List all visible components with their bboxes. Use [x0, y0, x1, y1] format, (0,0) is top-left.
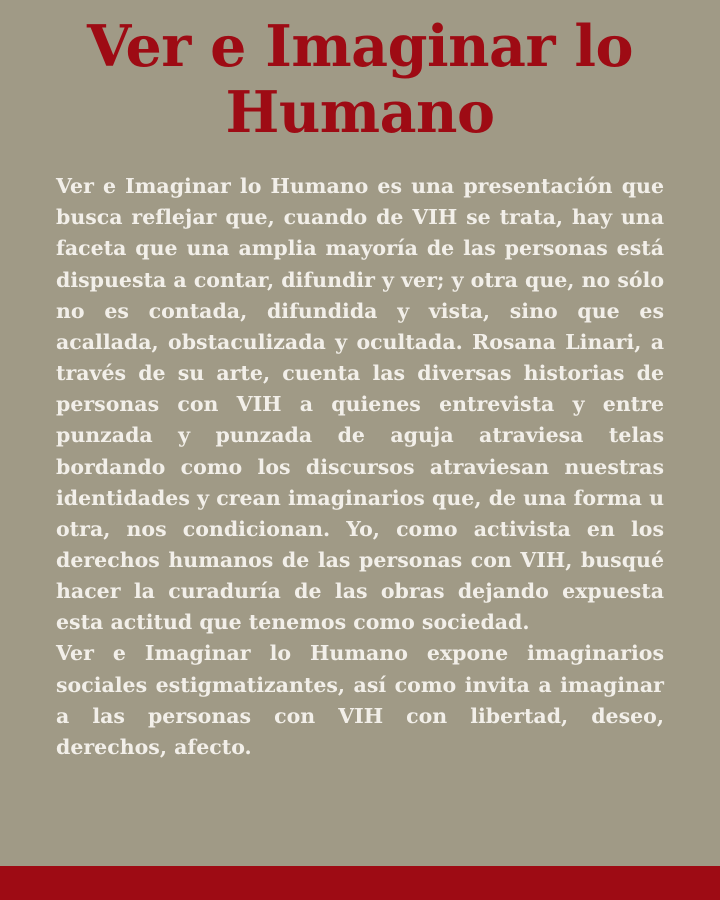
title-block [0, 0, 720, 149]
body-text-block [0, 149, 720, 840]
bottom-spacer [0, 840, 720, 866]
bottom-accent-bar [0, 866, 720, 900]
paragraph-2: Ver e Imaginar lo Humano expone imaginarios sociales estigmatizantes, así como invita a imaginar a las personas con VIH con libertad, deseo, derechos, afecto. [56, 641, 664, 759]
paragraph-1: Ver e Imaginar lo Humano es una presentación que busca reflejar que, cuando de VIH se trata, hay una faceta que una amplia mayoría de las personas está dispuesta a contar, difundir y ver; y otra que, no sólo no es contada, difundida y vista, sino que es acallada, obstaculizada y ocultada. Rosana Linari, a través de su arte, cuenta las diversas historias de personas con VIH a quienes entrevista y entre punzada y punzada de aguja atraviesa telas bordando como los discursos atraviesan nuestras identidades y crean imaginarios que, de una forma u otra, nos condicionan. Yo, como activista en los derechos humanos de las personas con VIH, busqué hacer la curaduría de las obras dejando expuesta esta actitud que tenemos como sociedad. [56, 174, 664, 635]
page-title: Ver e Imaginar lo Humano [86, 13, 634, 146]
